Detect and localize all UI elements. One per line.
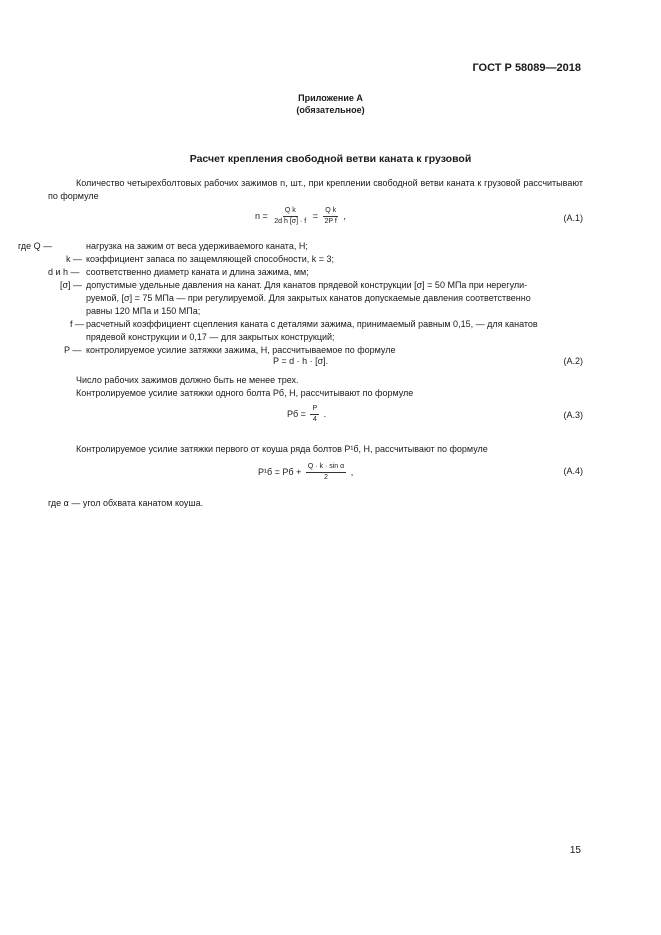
- eq3-lhs: Pб =: [287, 408, 306, 419]
- eq1-fraction-1: [272, 206, 308, 227]
- eq3-numerator: P: [310, 404, 319, 415]
- equation-a3: [287, 404, 326, 425]
- standard-designation: ГОСТ Р 58089—2018: [472, 62, 581, 74]
- def-text: нагрузка на зажим от веса удерживаемого каната, Н;: [86, 241, 308, 251]
- intro-paragraph: Количество четырехболтовых рабочих зажимов n, шт., при креплении свободной ветви каната к грузовой рассчитывают по формуле: [48, 178, 583, 201]
- eq1-lhs: n =: [255, 210, 268, 221]
- def-sym: где Q —: [18, 241, 53, 251]
- eq1-tail: ,: [343, 210, 346, 221]
- eq1-f2-numerator: Q k: [323, 206, 338, 217]
- equation-a1-number: (А.1): [563, 213, 583, 223]
- eq4-denominator: 2: [324, 474, 328, 481]
- def-sym: d и h —: [48, 267, 80, 277]
- equation-a4-number: (А.4): [563, 466, 583, 476]
- equation-a3-number: (А.3): [563, 410, 583, 420]
- def-sym: [σ] —: [60, 280, 83, 290]
- eq1-f1-denominator: 2d h [σ] · f: [274, 218, 307, 225]
- annex-title: Приложение А: [298, 93, 363, 103]
- alpha-definition: где α — угол обхвата канатом коуша.: [48, 498, 204, 508]
- eq3-tail: .: [323, 408, 327, 419]
- def-text: прядевой конструкции и 0,17 — для закрытых конструкций;: [86, 332, 335, 342]
- eq1-f2-denominator: 2P f: [324, 218, 337, 225]
- section-title: Расчет крепления свободной ветви каната к грузовой: [189, 153, 472, 165]
- eq4-fraction: [306, 462, 346, 483]
- def-sym: f —: [70, 319, 85, 329]
- def-sym: k —: [66, 254, 83, 264]
- annex-status: (обязательное): [296, 105, 365, 115]
- def-sym: P —: [64, 345, 82, 355]
- equation-a2: P = d · h · [σ].: [273, 356, 329, 366]
- eq4-lhs: P¹б = Pб +: [258, 466, 302, 477]
- def-text: допустимые удельные давления на канат. Для канатов прядевой конструкции [σ] = 50 МПа при нерегули-: [86, 280, 528, 290]
- min-clamps-paragraph: Число рабочих зажимов должно быть не менее трех.: [76, 375, 299, 385]
- eq4-tail: ,: [350, 466, 354, 477]
- equation-a4: [258, 462, 353, 483]
- def-text: контролируемое усилие затяжки зажима, Н, рассчитываемое по формуле: [86, 345, 396, 355]
- def-text: равны 120 МПа и 150 МПа;: [86, 306, 201, 316]
- page-number: 15: [569, 845, 581, 856]
- eq1-f1-numerator: Q k: [283, 206, 298, 217]
- bolt-force-paragraph: Контролируемое усилие затяжки одного болта Pб, Н, рассчитывают по формуле: [76, 388, 414, 398]
- eq1-equals: =: [312, 210, 319, 221]
- first-row-force-paragraph: Контролируемое усилие затяжки первого от коуша ряда болтов P¹б, Н, рассчитывают по формуле: [76, 444, 488, 454]
- def-text: руемой, [σ] = 75 МПа — при регулируемой. Для закрытых канатов допускаемые давления соответственно: [86, 293, 531, 303]
- def-text: коэффициент запаса по защемляющей способности, k = 3;: [86, 254, 335, 264]
- eq4-numerator: Q · k · sin α: [306, 462, 346, 473]
- eq3-denominator: 4: [312, 416, 317, 423]
- equation-a2-number: (А.2): [563, 356, 583, 366]
- eq1-fraction-2: [323, 206, 339, 227]
- def-text: соответственно диаметр каната и длина зажима, мм;: [86, 267, 309, 277]
- equation-a1: [255, 206, 346, 227]
- eq3-fraction: [310, 404, 319, 425]
- def-text: расчетный коэффициент сцепления каната с деталями зажима, принимаемый равным 0,15, — для канатов: [86, 319, 538, 329]
